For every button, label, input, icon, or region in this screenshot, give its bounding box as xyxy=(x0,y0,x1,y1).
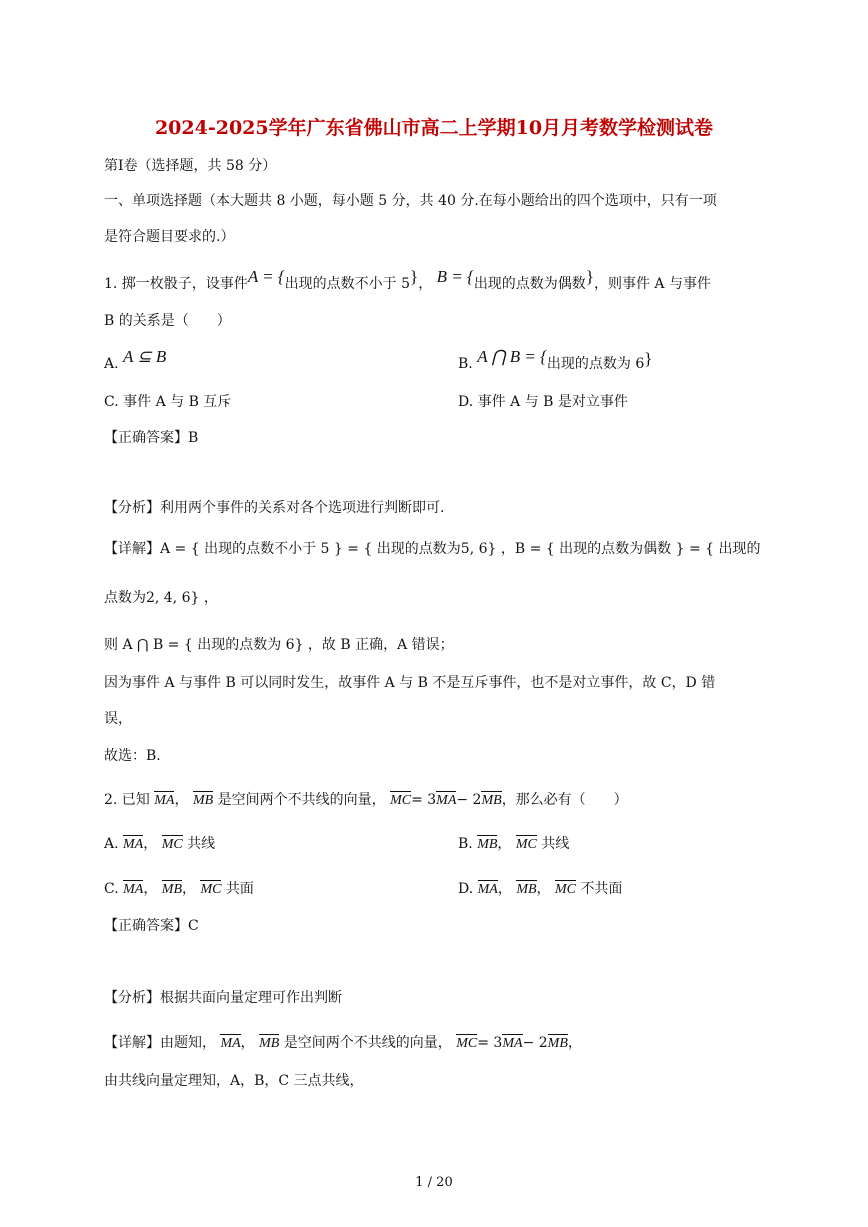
section-heading-line2: 是符合题目要求的.） xyxy=(104,229,235,245)
vector-ma: MA xyxy=(154,793,175,808)
q1-stem-line1: 1. 掷一枚骰子，设事件A = {出现的点数不小于 5}， B = {出现的点数为偶数}，则事件 A 与事件 xyxy=(104,267,711,292)
q1-option-c: C. 事件 A 与 B 互斥 xyxy=(104,394,232,410)
vector-mc: MC xyxy=(390,793,412,808)
q2-option-a: A. MA， MC 共线 xyxy=(104,836,216,852)
q1-detail-line6: 故选：B. xyxy=(104,748,161,764)
q1-analysis: 【分析】利用两个事件的关系对各个选项进行判断即可. xyxy=(104,500,445,516)
q1-option-b-math: A ⋂ B = { xyxy=(477,347,547,366)
q1-stem-prefix: 1. 掷一枚骰子，设事件 xyxy=(104,276,248,292)
q2-option-c: C. MA， MB， MC 共面 xyxy=(104,881,254,897)
q2-answer: 【正确答案】C xyxy=(104,918,199,934)
q1-detail-line5: 误， xyxy=(104,711,132,727)
q1-set-b-text: 出现的点数为偶数 xyxy=(473,276,586,292)
q2-detail-line2: 由共线向量定理知，A，B，C 三点共线， xyxy=(104,1073,364,1089)
document-title: 2024-2025学年广东省佛山市高二上学期10月月考数学检测试卷 xyxy=(154,117,714,139)
q2-analysis: 【分析】根据共面向量定理可作出判断 xyxy=(104,990,342,1006)
q2-option-d: D. MA， MB， MC 不共面 xyxy=(458,881,623,897)
q2-detail-line1: 【详解】由题知， MA， MB 是空间两个不共线的向量， MC= 3MA− 2MB， xyxy=(104,1035,582,1051)
q1-detail-line3: 则 A ⋂ B = { 出现的点数为 6} ，故 B 正确，A 错误； xyxy=(104,637,454,653)
q1-option-a: A. A ⊆ B xyxy=(104,347,167,372)
q1-answer: 【正确答案】B xyxy=(104,430,199,446)
q1-detail-line4: 因为事件 A 与事件 B 可以同时发生，故事件 A 与 B 不是互斥事件，也不是对立事件，故 C，D 错 xyxy=(104,675,716,691)
q2-stem: 2. 已知 MA， MB 是空间两个不共线的向量， MC= 3MA− 2MB，那么必有（ ） xyxy=(104,792,628,808)
q1-stem-line2: B 的关系是（ ） xyxy=(104,313,231,329)
page-number: 1 / 20 xyxy=(415,1175,453,1190)
q1-detail-line2: 点数为2, 4, 6} ， xyxy=(104,590,218,606)
q1-set-a-text: 出现的点数不小于 5 xyxy=(284,276,411,292)
q1-option-d: D. 事件 A 与 B 是对立事件 xyxy=(458,394,628,410)
q2-option-b: B. MB， MC 共线 xyxy=(458,836,570,852)
q1-stem-suffix: ，则事件 A 与事件 xyxy=(593,276,711,292)
q1-set-b-symbol: B = { xyxy=(436,267,474,286)
q1-option-a-math: A ⊆ B xyxy=(123,347,167,366)
q1-option-b: B. A ⋂ B = {出现的点数为 6} xyxy=(458,347,653,372)
section-heading-line1: 一、单项选择题（本大题共 8 小题，每小题 5 分，共 40 分.在每小题给出的四个选项中，只有一项 xyxy=(104,193,717,209)
vector-mb: MB xyxy=(192,793,214,808)
q1-option-b-text: 出现的点数为 6 xyxy=(546,356,645,372)
part-heading: 第Ⅰ卷（选择题，共 58 分） xyxy=(104,158,277,174)
q1-set-a-symbol: A = { xyxy=(247,267,285,286)
q1-detail-line1: 【详解】A = { 出现的点数不小于 5 } = { 出现的点数为5, 6} ，B = { 出现的点数为偶数 } = { 出现的 xyxy=(104,541,761,557)
